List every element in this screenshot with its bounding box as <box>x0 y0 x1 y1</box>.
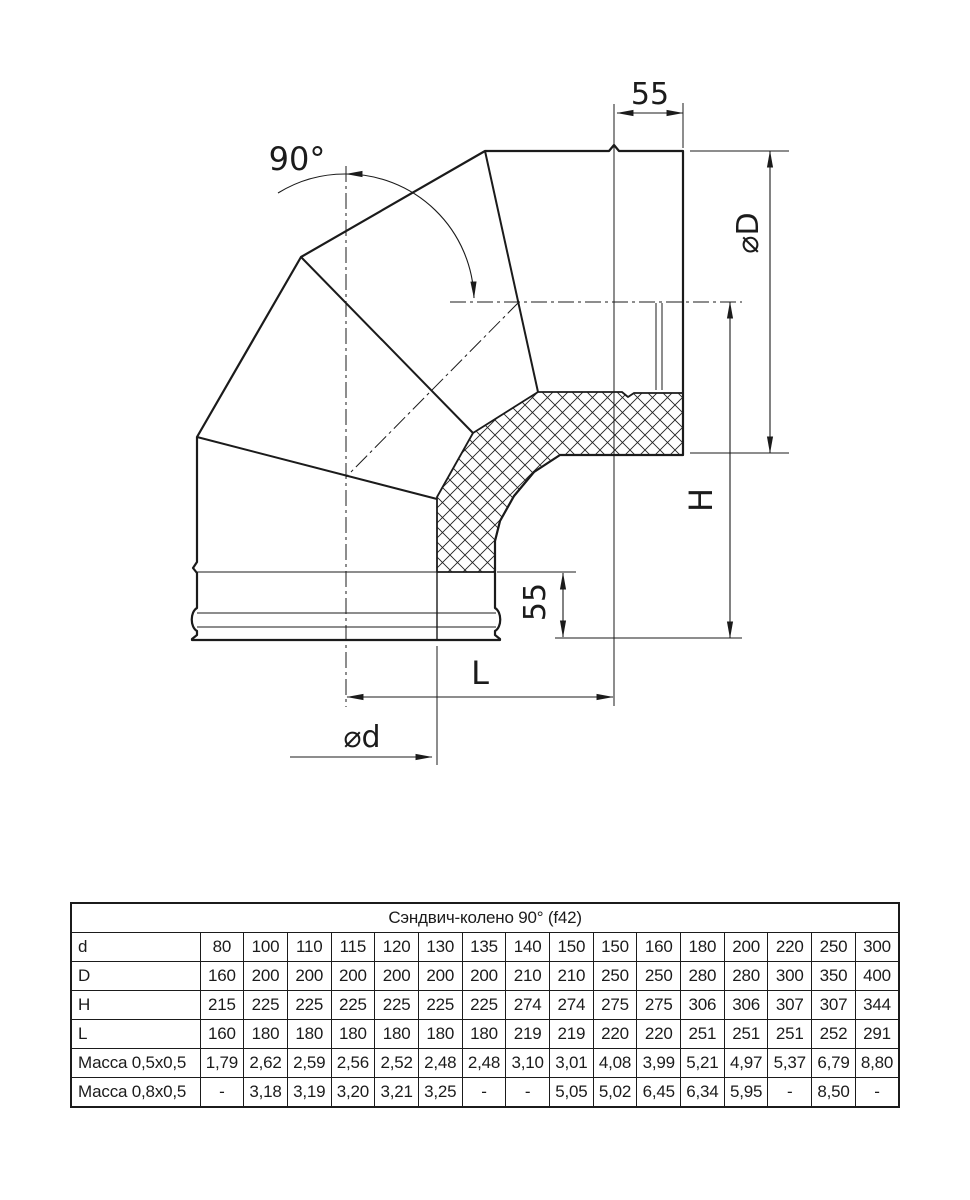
table-cell: 225 <box>462 991 506 1020</box>
table-cell: 150 <box>550 933 594 962</box>
table-cell: 4,97 <box>724 1049 768 1078</box>
table-cell: 180 <box>331 1020 375 1049</box>
table-cell: 3,99 <box>637 1049 681 1078</box>
table-title: Сэндвич-колено 90° (f42) <box>71 903 899 933</box>
height-label: H <box>682 487 720 513</box>
table-cell: 2,62 <box>244 1049 288 1078</box>
table-row <box>71 933 899 962</box>
table-cell: 200 <box>724 933 768 962</box>
row-label: H <box>71 991 200 1020</box>
table-cell: 275 <box>593 991 637 1020</box>
table-cell: 250 <box>593 962 637 991</box>
table-cell: 200 <box>418 962 462 991</box>
dimension-table-grid <box>70 902 900 1108</box>
length-label: L <box>471 654 489 692</box>
insulation-hatch-region <box>437 392 683 572</box>
table-cell: 140 <box>506 933 550 962</box>
table-cell: 219 <box>550 1020 594 1049</box>
table-cell: 6,79 <box>812 1049 856 1078</box>
table-cell: 2,59 <box>287 1049 331 1078</box>
table-cell: 274 <box>550 991 594 1020</box>
table-cell: 400 <box>855 962 899 991</box>
table-cell: 3,10 <box>506 1049 550 1078</box>
table-cell: 160 <box>637 933 681 962</box>
table-row <box>71 1020 899 1049</box>
table-cell: 225 <box>331 991 375 1020</box>
table-cell: 200 <box>375 962 419 991</box>
table-cell: 220 <box>637 1020 681 1049</box>
table-cell: 250 <box>812 933 856 962</box>
row-label: L <box>71 1020 200 1049</box>
table-cell: 300 <box>768 962 812 991</box>
table-cell: 180 <box>287 1020 331 1049</box>
table-cell: 110 <box>287 933 331 962</box>
table-cell: 6,34 <box>681 1078 725 1108</box>
dimension-table <box>70 902 899 1108</box>
row-label: Масса 0,8x0,5 <box>71 1078 200 1108</box>
table-cell: 5,02 <box>593 1078 637 1108</box>
table-cell: 2,52 <box>375 1049 419 1078</box>
table-cell: 200 <box>462 962 506 991</box>
table-cell: 5,21 <box>681 1049 725 1078</box>
table-cell: - <box>462 1078 506 1108</box>
dimension-socket-bottom <box>497 572 576 637</box>
table-cell: 3,18 <box>244 1078 288 1108</box>
table-row <box>71 991 899 1020</box>
table-cell: 160 <box>200 1020 244 1049</box>
table-cell: 280 <box>724 962 768 991</box>
table-cell: 219 <box>506 1020 550 1049</box>
table-cell: 5,95 <box>724 1078 768 1108</box>
table-cell: 280 <box>681 962 725 991</box>
table-cell: 251 <box>681 1020 725 1049</box>
dimension-angle <box>269 140 474 298</box>
table-cell: 251 <box>724 1020 768 1049</box>
table-cell: 350 <box>812 962 856 991</box>
table-cell: - <box>855 1078 899 1108</box>
table-cell: 150 <box>593 933 637 962</box>
table-cell: 225 <box>375 991 419 1020</box>
table-cell: 225 <box>244 991 288 1020</box>
row-label: d <box>71 933 200 962</box>
table-row <box>71 1078 899 1108</box>
table-cell: 307 <box>768 991 812 1020</box>
table-cell: 5,37 <box>768 1049 812 1078</box>
table-cell: 306 <box>681 991 725 1020</box>
table-cell: 210 <box>550 962 594 991</box>
table-cell: 2,56 <box>331 1049 375 1078</box>
table-cell: 225 <box>418 991 462 1020</box>
table-cell: 274 <box>506 991 550 1020</box>
table-cell: 3,21 <box>375 1078 419 1108</box>
table-cell: 200 <box>331 962 375 991</box>
table-row <box>71 1049 899 1078</box>
table-cell: 8,80 <box>855 1049 899 1078</box>
table-cell: 3,19 <box>287 1078 331 1108</box>
inner-diameter-label: ⌀d <box>343 720 381 755</box>
angle-label: 90° <box>268 140 326 178</box>
table-cell: 3,01 <box>550 1049 594 1078</box>
table-cell: 307 <box>812 991 856 1020</box>
socket-bottom-label: 55 <box>518 582 553 622</box>
table-cell: 4,08 <box>593 1049 637 1078</box>
table-title-row <box>71 903 899 933</box>
table-cell: 160 <box>200 962 244 991</box>
table-cell: 200 <box>244 962 288 991</box>
table-cell: 3,25 <box>418 1078 462 1108</box>
socket-top-label: 55 <box>630 77 670 112</box>
table-cell: 180 <box>244 1020 288 1049</box>
table-cell: - <box>768 1078 812 1108</box>
table-cell: 344 <box>855 991 899 1020</box>
table-cell: 2,48 <box>418 1049 462 1078</box>
table-cell: 300 <box>855 933 899 962</box>
row-label: D <box>71 962 200 991</box>
table-cell: 6,45 <box>637 1078 681 1108</box>
table-cell: 225 <box>287 991 331 1020</box>
table-cell: 115 <box>331 933 375 962</box>
table-cell: 200 <box>287 962 331 991</box>
table-cell: 215 <box>200 991 244 1020</box>
outer-diameter-label: ⌀D <box>731 212 766 254</box>
table-cell: 252 <box>812 1020 856 1049</box>
table-cell: 306 <box>724 991 768 1020</box>
table-cell: 80 <box>200 933 244 962</box>
table-cell: 250 <box>637 962 681 991</box>
table-cell: 180 <box>462 1020 506 1049</box>
table-cell: 180 <box>418 1020 462 1049</box>
table-cell: 1,79 <box>200 1049 244 1078</box>
row-label: Масса 0,5x0,5 <box>71 1049 200 1078</box>
dimension-height <box>555 302 742 638</box>
dimension-socket-top <box>617 77 683 148</box>
dimension-inner-diameter <box>290 646 437 765</box>
table-cell: 130 <box>418 933 462 962</box>
table-cell: 180 <box>375 1020 419 1049</box>
table-cell: 120 <box>375 933 419 962</box>
table-cell: - <box>506 1078 550 1108</box>
table-cell: 5,05 <box>550 1078 594 1108</box>
table-cell: 8,50 <box>812 1078 856 1108</box>
dimension-length <box>347 654 613 697</box>
table-cell: 220 <box>593 1020 637 1049</box>
table-cell: 135 <box>462 933 506 962</box>
table-cell: 275 <box>637 991 681 1020</box>
table-cell: 251 <box>768 1020 812 1049</box>
table-cell: - <box>200 1078 244 1108</box>
table-cell: 210 <box>506 962 550 991</box>
table-cell: 180 <box>681 933 725 962</box>
table-cell: 2,48 <box>462 1049 506 1078</box>
table-row <box>71 962 899 991</box>
table-cell: 3,20 <box>331 1078 375 1108</box>
table-cell: 100 <box>244 933 288 962</box>
table-cell: 291 <box>855 1020 899 1049</box>
table-cell: 220 <box>768 933 812 962</box>
